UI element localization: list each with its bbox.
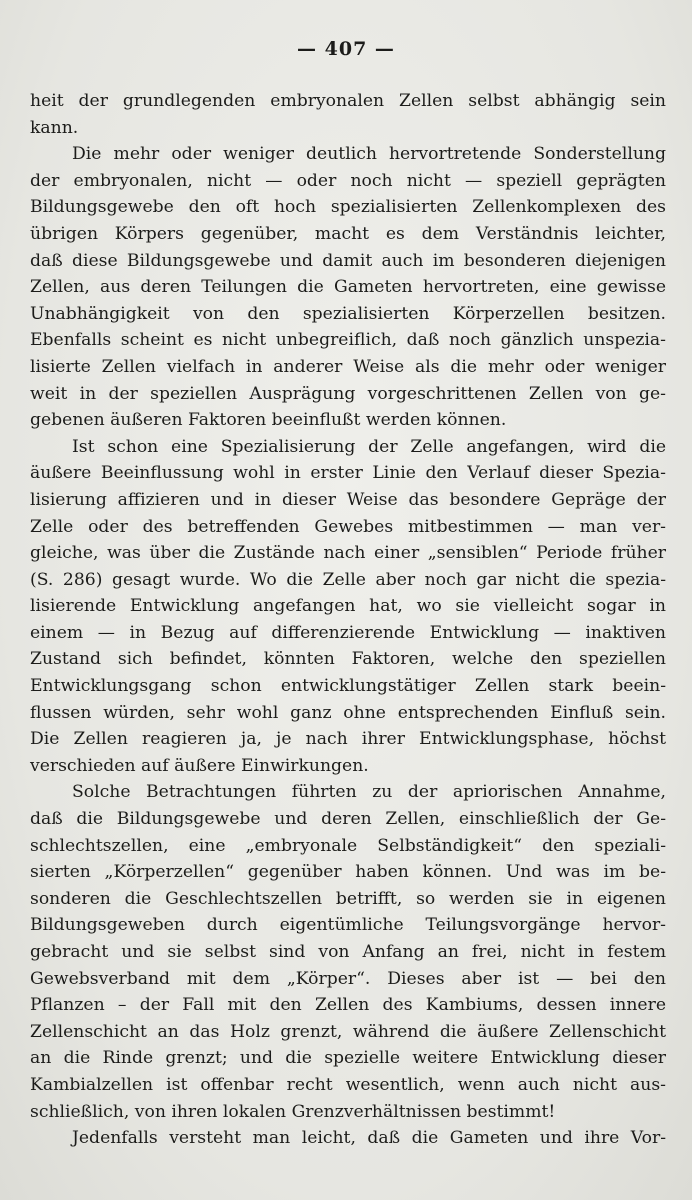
text-line: Kambialzellen ist offenbar recht wesentlich, wenn auch nicht aus- — [30, 1074, 666, 1095]
text-line: daß die Bildungsgewebe und deren Zellen, einschließlich der Ge- — [30, 809, 666, 830]
text-line: Ist schon eine Spezialisierung der Zelle angefangen, wird die — [72, 436, 666, 457]
text-line: kann. — [30, 117, 79, 138]
text-line: übrigen Körpers gegenüber, macht es dem Verständnis leichter, — [30, 223, 666, 244]
text-line: gleiche, was über die Zustände nach einer „sensiblen“ Periode früher — [30, 543, 666, 564]
text-line: lisierende Entwicklung angefangen hat, wo sie vielleicht sogar in — [30, 596, 666, 617]
page-number: — 407 — — [297, 38, 395, 60]
text-line: Solche Betrachtungen führten zu der apriorischen Annahme, — [72, 782, 666, 803]
text-line: daß diese Bildungsgewebe und damit auch im besonderen diejenigen — [30, 250, 666, 271]
text-line: Jedenfalls versteht man leicht, daß die Gameten und ihre Vor- — [72, 1128, 666, 1149]
text-line: weit in der speziellen Ausprägung vorgeschrittenen Zellen von ge- — [30, 383, 666, 404]
text-line: Pflanzen – der Fall mit den Zellen des Kambiums, dessen innere — [30, 995, 666, 1016]
text-line: Die mehr oder weniger deutlich hervortretende Sonderstellung — [72, 144, 666, 165]
text-line: gebracht und sie selbst sind von Anfang an frei, nicht in festem — [30, 942, 666, 962]
text-line: Entwicklungsgang schon entwicklungstätiger Zellen stark beein- — [30, 676, 666, 697]
text-line: flussen würden, sehr wohl ganz ohne entsprechenden Einfluß sein. — [30, 702, 666, 723]
text-line: sierten „Körperzellen“ gegenüber haben können. Und was im be- — [30, 862, 666, 883]
text-line: Bildungsgewebe den oft hoch spezialisierten Zellenkomplexen des — [30, 197, 666, 218]
text-line: Die Zellen reagieren ja, je nach ihrer Entwicklungsphase, höchst — [30, 729, 666, 750]
text-line: Zellen, aus deren Teilungen die Gameten hervortreten, eine gewisse — [30, 277, 666, 298]
text-line: der embryonalen, nicht — oder noch nicht — speziell geprägten — [30, 170, 666, 191]
text-line: Zelle oder des betreffenden Gewebes mitbestimmen — man ver- — [30, 516, 666, 537]
text-line: Gewebsverband mit dem „Körper“. Dieses aber ist — bei den — [30, 968, 666, 989]
text-line: an die Rinde grenzt; und die spezielle weitere Entwicklung dieser — [30, 1048, 666, 1069]
text-line: gebenen äußeren Faktoren beeinflußt werden können. — [30, 410, 507, 431]
body-text — [30, 88, 666, 1152]
text-line: äußere Beeinflussung wohl in erster Linie den Verlauf dieser Spezia- — [30, 463, 666, 484]
text-line: schließlich, von ihren lokalen Grenzverhältnissen bestimmt! — [30, 1101, 556, 1122]
text-line: Zustand sich befindet, könnten Faktoren, welche den speziellen — [30, 649, 666, 670]
text-line: Unabhängigkeit von den spezialisierten Körperzellen besitzen. — [30, 303, 666, 324]
text-line: Ebenfalls scheint es nicht unbegreiflich, daß noch gänzlich unspezia- — [30, 330, 666, 351]
text-line: lisierung affizieren und in dieser Weise das besondere Gepräge der — [30, 489, 666, 510]
text-line: schlechtszellen, eine „embryonale Selbständigkeit“ den speziali- — [30, 835, 666, 856]
text-line: Zellenschicht an das Holz grenzt, während die äußere Zellenschicht — [30, 1021, 666, 1042]
text-line: sonderen die Geschlechtszellen betrifft, so werden sie in eigenen — [30, 888, 666, 909]
text-line: Bildungsgeweben durch eigentümliche Teilungsvorgänge hervor- — [30, 915, 666, 936]
text-line: lisierte Zellen vielfach in anderer Weise als die mehr oder weniger — [30, 356, 666, 377]
text-line: verschieden auf äußere Einwirkungen. — [30, 755, 369, 776]
text-line: (S. 286) gesagt wurde. Wo die Zelle aber noch gar nicht die spezia- — [30, 569, 666, 590]
text-line: einem — in Bezug auf differenzierende Entwicklung — inaktiven — [30, 622, 666, 643]
text-line: heit der grundlegenden embryonalen Zellen selbst abhängig sein — [30, 91, 666, 111]
